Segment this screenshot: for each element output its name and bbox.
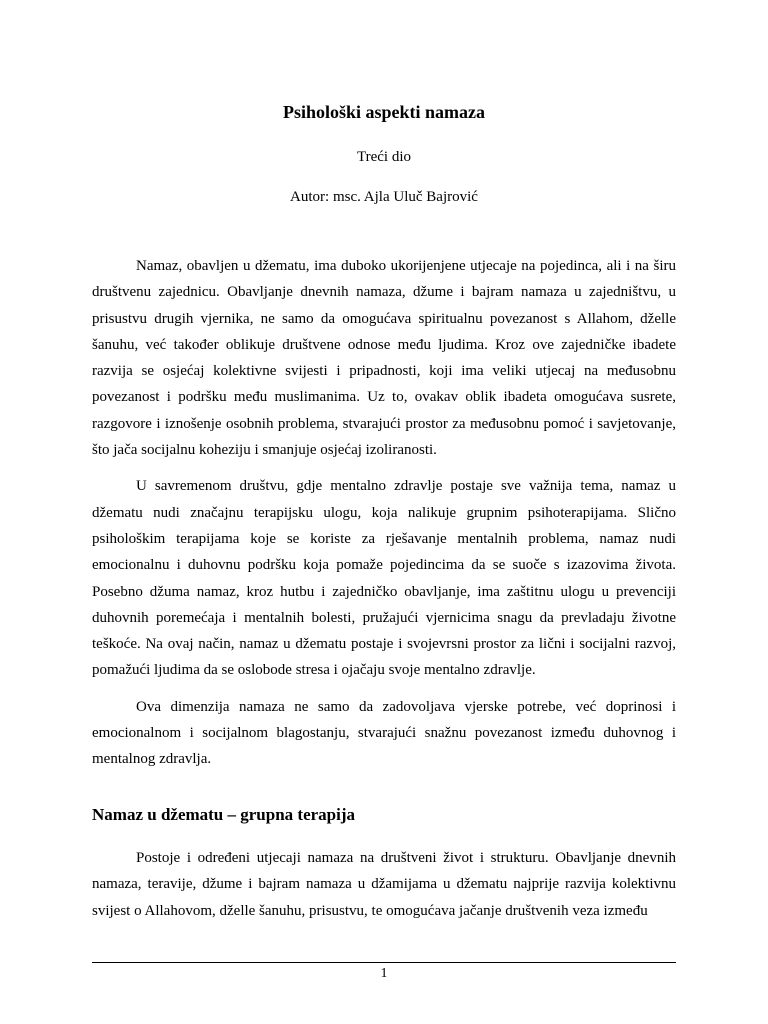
paragraph-2: U savremenom društvu, gdje mentalno zdravlje postaje sve važnija tema, namaz u džematu nudi značajnu terapijsku ulogu, koja nalikuje grupnim psihoterapijama. Slično psihološkim terapijama koje se koriste za rješavanje mentalnih problema, namaz nudi emocionalnu i duhovnu podršku koja pomaže pojedincima da se suoče s izazovima života. Posebno džuma namaz, kroz hutbu i zajedničko obavljanje, ima zaštitnu ulogu u prevenciji duhovnih poremećaja i mentalnih bolesti, pružajući vjernicima snagu da prevladaju životne teškoće. Na ovaj način, namaz u džematu postaje i svojevrsni prostor za lični i socijalni razvoj, pomažući ljudima da se oslobode stresa i ojačaju svoje mentalno zdravlje. <box>92 478 676 679</box>
document-subtitle: Treći dio <box>356 149 412 165</box>
section-paragraph-1: Postoje i određeni utjecaji namaza na društveni život i strukturu. Obavljanje dnevnih namaza, teravije, džume i bajram namaza u džamijama u džematu najprije razvija kolektivnu svijest o Allahovom, dželle šanuhu, prisustvu, te omogućava jačanje društvenih veza između <box>92 850 676 919</box>
section-body <box>92 845 676 924</box>
page-number: 1 <box>380 966 388 981</box>
paragraph-1: Namaz, obavljen u džematu, ima duboko ukorijenjene utjecaje na pojedinca, ali i na širu društvenu zajednicu. Obavljanje dnevnih namaza, džume i bajram namaza u zajedništvu, u prisustvu drugih vjernika, ne samo da omogućava spiritualnu povezanost s Allahom, dželle šanuhu, već također oblikuje društvene odnose među ljudima. Kroz ove zajedničke ibadete razvija se osjećaj kolektivne svijesti i pripadnosti, koji ima veliki utjecaj na međusobnu povezanost i podršku među muslimanima. Uz to, ovakav oblik ibadeta omogućava susrete, razgovore i iznošenje osobnih problema, stvarajući prostor za međusobnu pomoć i savjetovanje, što jača socijalnu koheziju i smanjuje osjećaj izoliranosti. <box>92 258 676 459</box>
paragraph-3: Ova dimenzija namaza ne samo da zadovoljava vjerske potrebe, već doprinosi i emocionalnom i socijalnom blagostanju, stvarajući snažnu povezanost između duhovnog i mentalnog zdravlja. <box>92 698 676 768</box>
document-author: Autor: msc. Ajla Uluč Bajrović <box>290 189 478 205</box>
footer-divider <box>92 962 676 963</box>
document-title: Psihološki aspekti namaza <box>282 102 486 122</box>
intro-body <box>92 253 676 773</box>
section-heading: Namaz u džematu – grupna terapija <box>92 805 356 824</box>
